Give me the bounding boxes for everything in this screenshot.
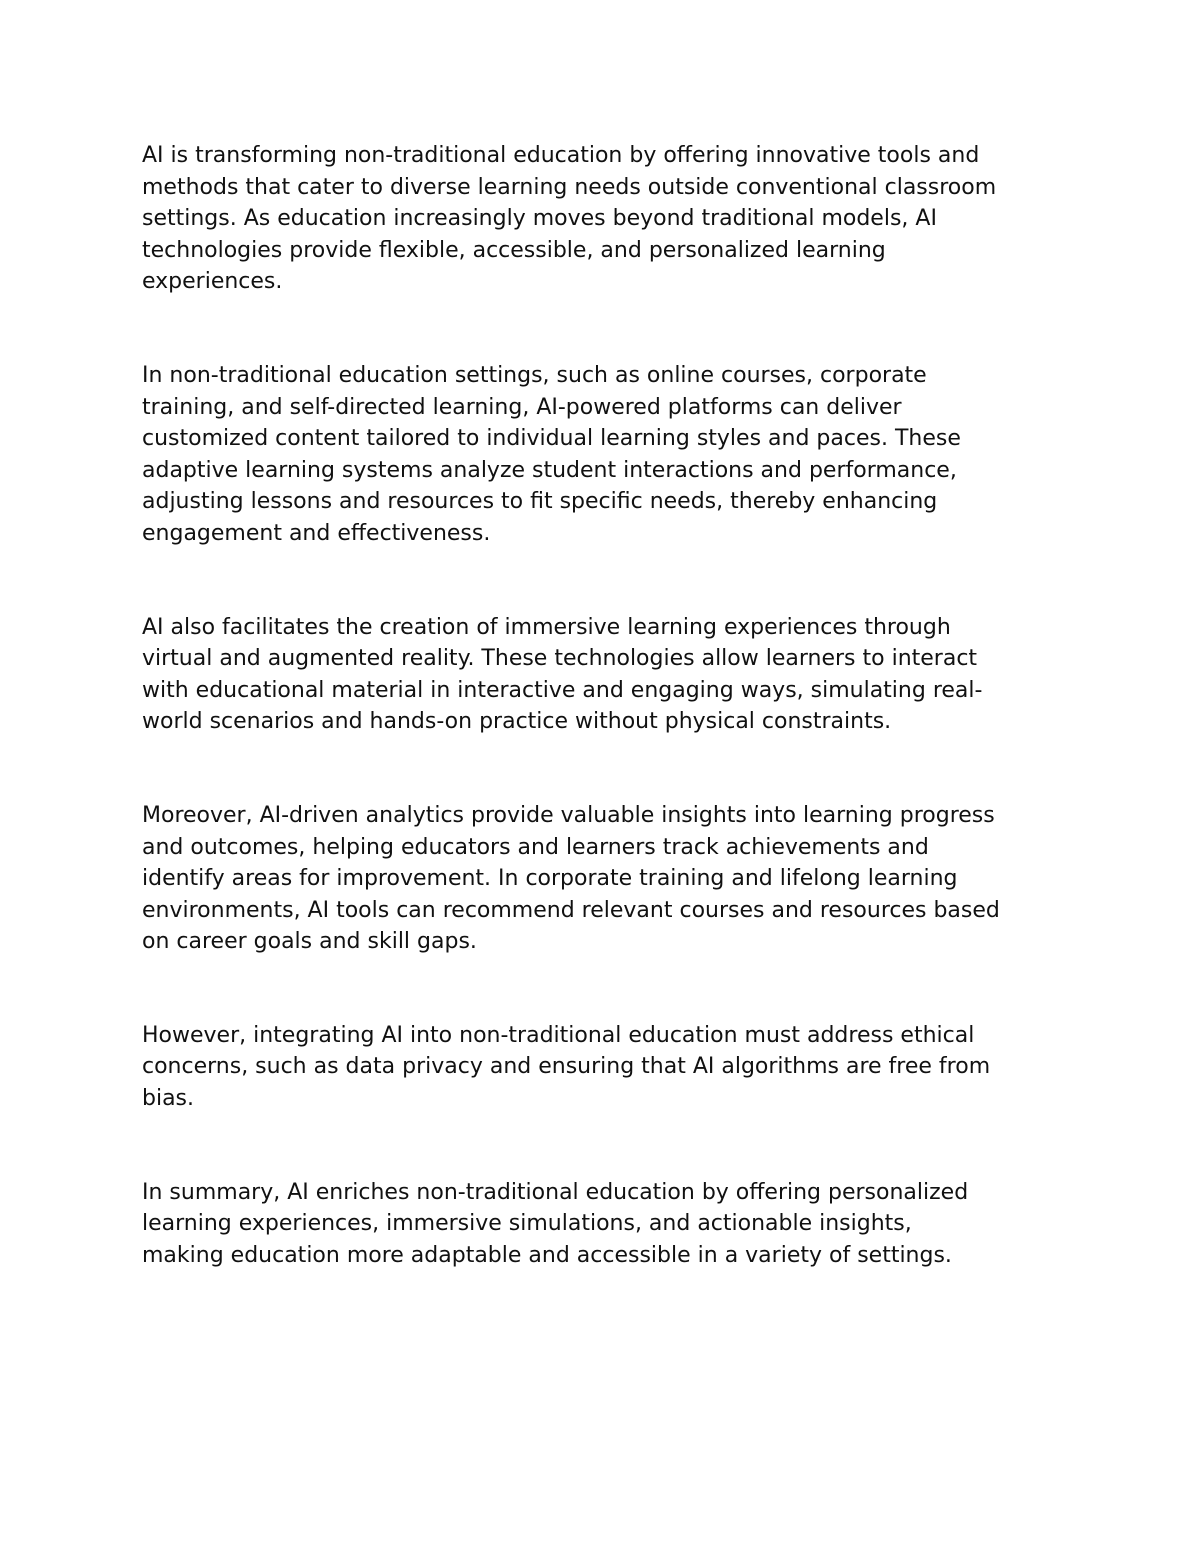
paragraph-4: Moreover, AI-driven analytics provide valuable insights into learning progress and outcomes, helping educators and learners track achievements and identify areas for improvement. In corporate training and lifelong learning environments, AI tools can recommend relevant courses and resources based on career goals and skill gaps.	[142, 802, 1000, 955]
paragraph-5: However, integrating AI into non-traditional education must address ethical concerns, such as data privacy and ensuring that AI algorithms are free from bias.	[142, 1022, 991, 1112]
paragraph-2: In non-traditional education settings, such as online courses, corporate training, and self-directed learning, AI-powered platforms can deliver customized content tailored to individual learning styles and paces. These adaptive learning systems analyze student interactions and performance, adjusting lessons and resources to fit specific needs, thereby enhancing engagement and effectiveness.	[142, 362, 961, 546]
paragraph-3: AI also facilitates the creation of immersive learning experiences through virtual and augmented reality. These technologies allow learners to interact with educational material in interactive and engaging ways, simulating real- world scenarios and hands-on practice without physical constraints.	[142, 614, 983, 735]
paragraph-1: AI is transforming non-traditional education by offering innovative tools and methods that cater to diverse learning needs outside conventional classroom settings. As education increasingly moves beyond traditional models, AI technologies provide flexible, accessible, and personalized learning experiences.	[142, 143, 997, 295]
paragraph-6: In summary, AI enriches non-traditional education by offering personalized learning experiences, immersive simulations, and actionable insights, making education more adaptable and accessible in a variety of settings.	[142, 1179, 969, 1268]
document-body	[142, 140, 1067, 1333]
